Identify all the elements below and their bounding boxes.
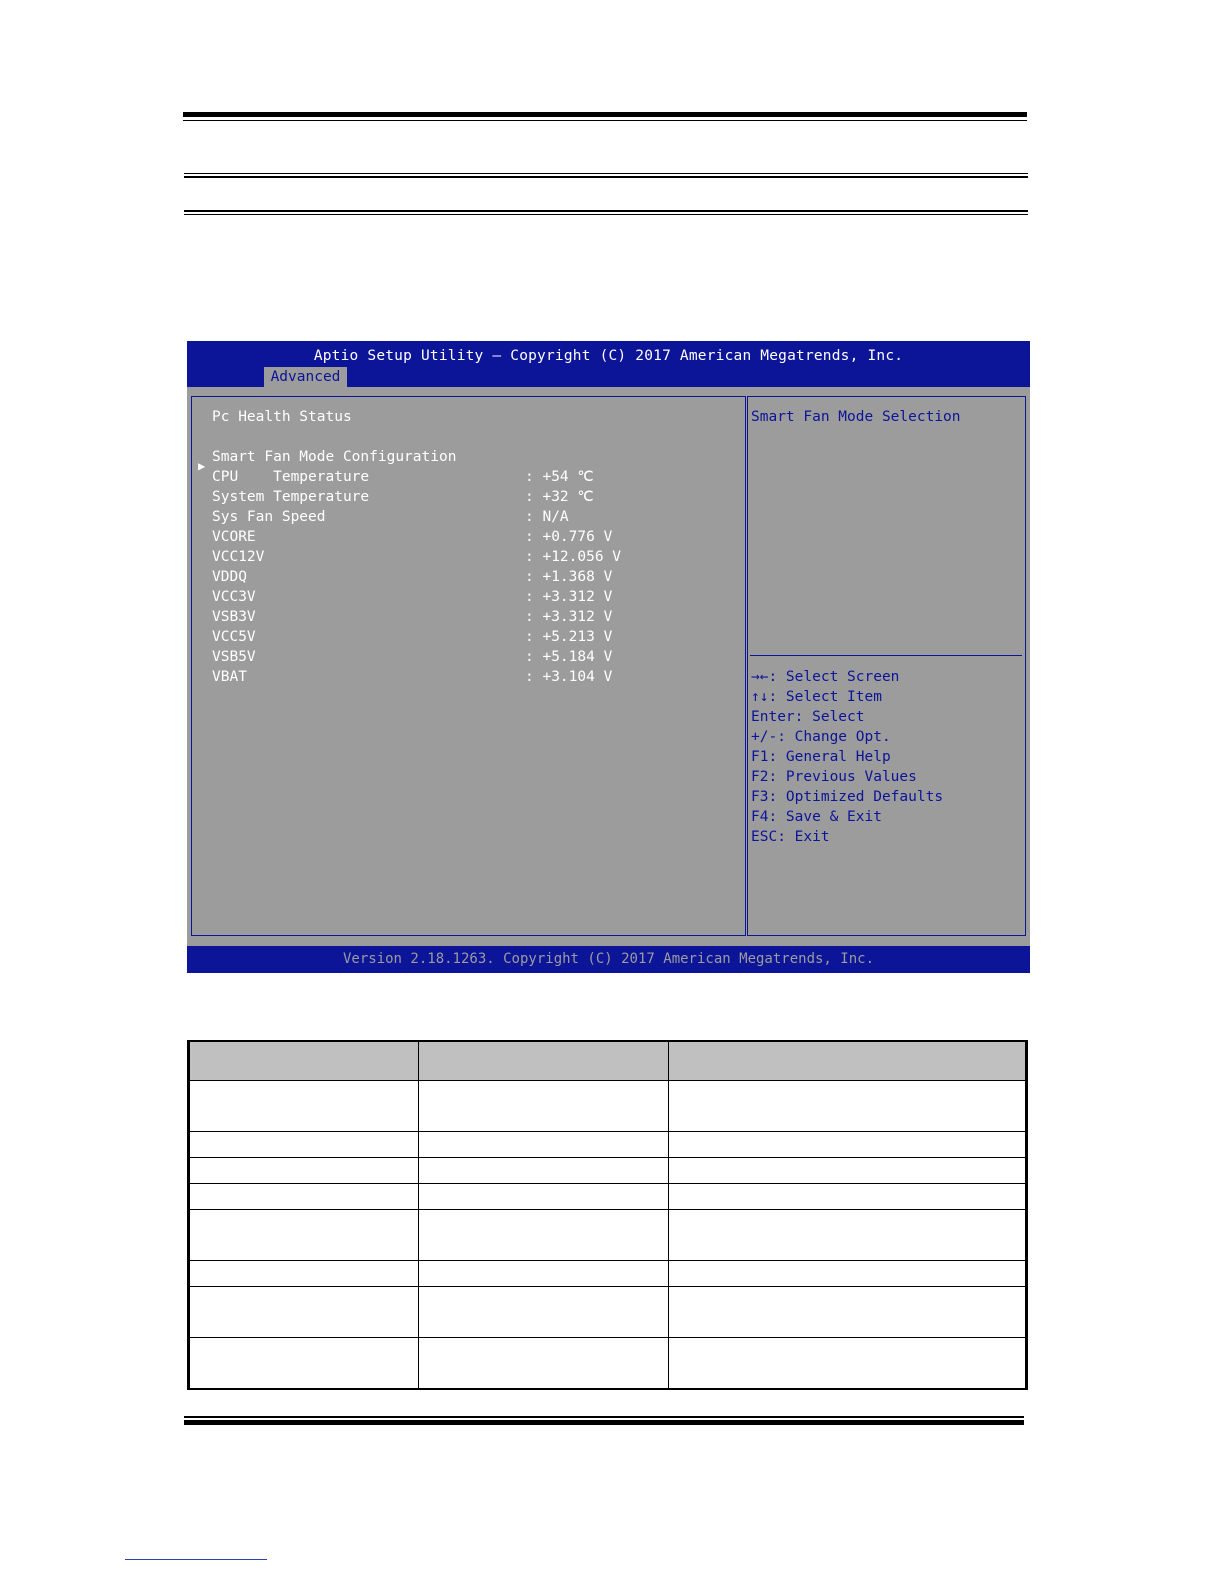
bios-screen: [187, 341, 1030, 973]
table-cell: [190, 1081, 419, 1132]
table-cell: [669, 1210, 1026, 1261]
table-row: [190, 1184, 1026, 1210]
table-row: [190, 1132, 1026, 1158]
key-hint: ↑↓: Select Item: [751, 689, 882, 705]
reading-label: VCC5V: [212, 629, 256, 645]
key-hint: Enter: Select: [751, 709, 865, 725]
table-cell: [190, 1338, 419, 1389]
table-cell: [190, 1158, 419, 1184]
table-cell: [419, 1287, 669, 1338]
key-hint: +/-: Change Opt.: [751, 729, 891, 745]
table-header-cell: [190, 1042, 419, 1081]
reading-label: VCC12V: [212, 549, 265, 565]
table-row: [190, 1081, 1026, 1132]
table-header-cell: [419, 1042, 669, 1081]
reading-value: : +54 ℃: [525, 469, 594, 485]
reading-value: : +5.184 V: [525, 649, 613, 665]
table-cell: [669, 1287, 1026, 1338]
settings-table: [187, 1040, 1028, 1390]
reading-label: VSB3V: [212, 609, 256, 625]
help-text: Smart Fan Mode Selection: [751, 409, 961, 425]
table-row: [190, 1210, 1026, 1261]
reading-value: : +3.312 V: [525, 609, 613, 625]
reading-value: : +12.056 V: [525, 549, 622, 565]
table-cell: [190, 1261, 419, 1287]
table-cell: [190, 1184, 419, 1210]
table-cell: [419, 1261, 669, 1287]
table-cell: [190, 1132, 419, 1158]
table-row: [190, 1261, 1026, 1287]
reading-value: : +3.312 V: [525, 589, 613, 605]
table-cell: [669, 1132, 1026, 1158]
bios-header: [187, 341, 1030, 387]
section-rule-top-1: [184, 173, 1028, 174]
reading-label: VCORE: [212, 529, 256, 545]
section-rule-top-2: [184, 176, 1028, 178]
reading-label: System Temperature: [212, 489, 370, 505]
table-row: [190, 1158, 1026, 1184]
key-hint: F3: Optimized Defaults: [751, 789, 944, 805]
table-cell: [190, 1210, 419, 1261]
table-header-row: [190, 1042, 1026, 1081]
table-cell: [669, 1158, 1026, 1184]
table-cell: [419, 1338, 669, 1389]
key-hint: F4: Save & Exit: [751, 809, 882, 825]
header-rule-thick: [183, 112, 1027, 117]
submenu-arrow-icon: ▶: [198, 459, 206, 473]
table-cell: [669, 1184, 1026, 1210]
bios-title: Aptio Setup Utility – Copyright (C) 2017 American Megatrends, Inc.: [313, 348, 904, 364]
reading-value: : N/A: [525, 509, 569, 525]
reading-value: : +0.776 V: [525, 529, 613, 545]
key-hint: F2: Previous Values: [751, 769, 917, 785]
help-divider: [750, 655, 1022, 656]
smart-fan-mode-configuration-item[interactable]: Smart Fan Mode Configuration: [212, 449, 457, 465]
reading-label: Sys Fan Speed: [212, 509, 326, 525]
header-rule-thin: [183, 120, 1027, 121]
table-cell: [419, 1132, 669, 1158]
table-cell: [419, 1081, 669, 1132]
table-cell: [669, 1338, 1026, 1389]
help-panel: [747, 396, 1026, 936]
table-cell: [190, 1287, 419, 1338]
table-header-cell: [669, 1042, 1026, 1081]
reading-value: : +32 ℃: [525, 489, 594, 505]
table-cell: [419, 1210, 669, 1261]
section-rule-bottom-2: [184, 214, 1028, 215]
table-cell: [419, 1158, 669, 1184]
tab-advanced[interactable]: Advanced: [264, 367, 347, 387]
table-cell: [669, 1081, 1026, 1132]
reading-label: VDDQ: [212, 569, 247, 585]
section-title: Pc Health Status: [212, 409, 352, 425]
key-hint: F1: General Help: [751, 749, 891, 765]
table-row: [190, 1287, 1026, 1338]
bios-footer: Version 2.18.1263. Copyright (C) 2017 American Megatrends, Inc.: [187, 946, 1030, 973]
reading-label: VBAT: [212, 669, 247, 685]
table-cell: [669, 1261, 1026, 1287]
reading-label: CPU Temperature: [212, 469, 370, 485]
reading-value: : +3.104 V: [525, 669, 613, 685]
key-hint: ESC: Exit: [751, 829, 830, 845]
key-hint: →←: Select Screen: [751, 669, 900, 685]
table-row: [190, 1338, 1026, 1389]
settings-panel: [191, 396, 746, 936]
reading-value: : +1.368 V: [525, 569, 613, 585]
footer-link-underline[interactable]: [125, 1559, 267, 1560]
reading-label: VCC3V: [212, 589, 256, 605]
footer-rule-thin: [184, 1416, 1024, 1418]
reading-value: : +5.213 V: [525, 629, 613, 645]
section-rule-bottom-1: [184, 210, 1028, 212]
table-cell: [419, 1184, 669, 1210]
footer-rule-thick: [184, 1420, 1024, 1425]
reading-label: VSB5V: [212, 649, 256, 665]
